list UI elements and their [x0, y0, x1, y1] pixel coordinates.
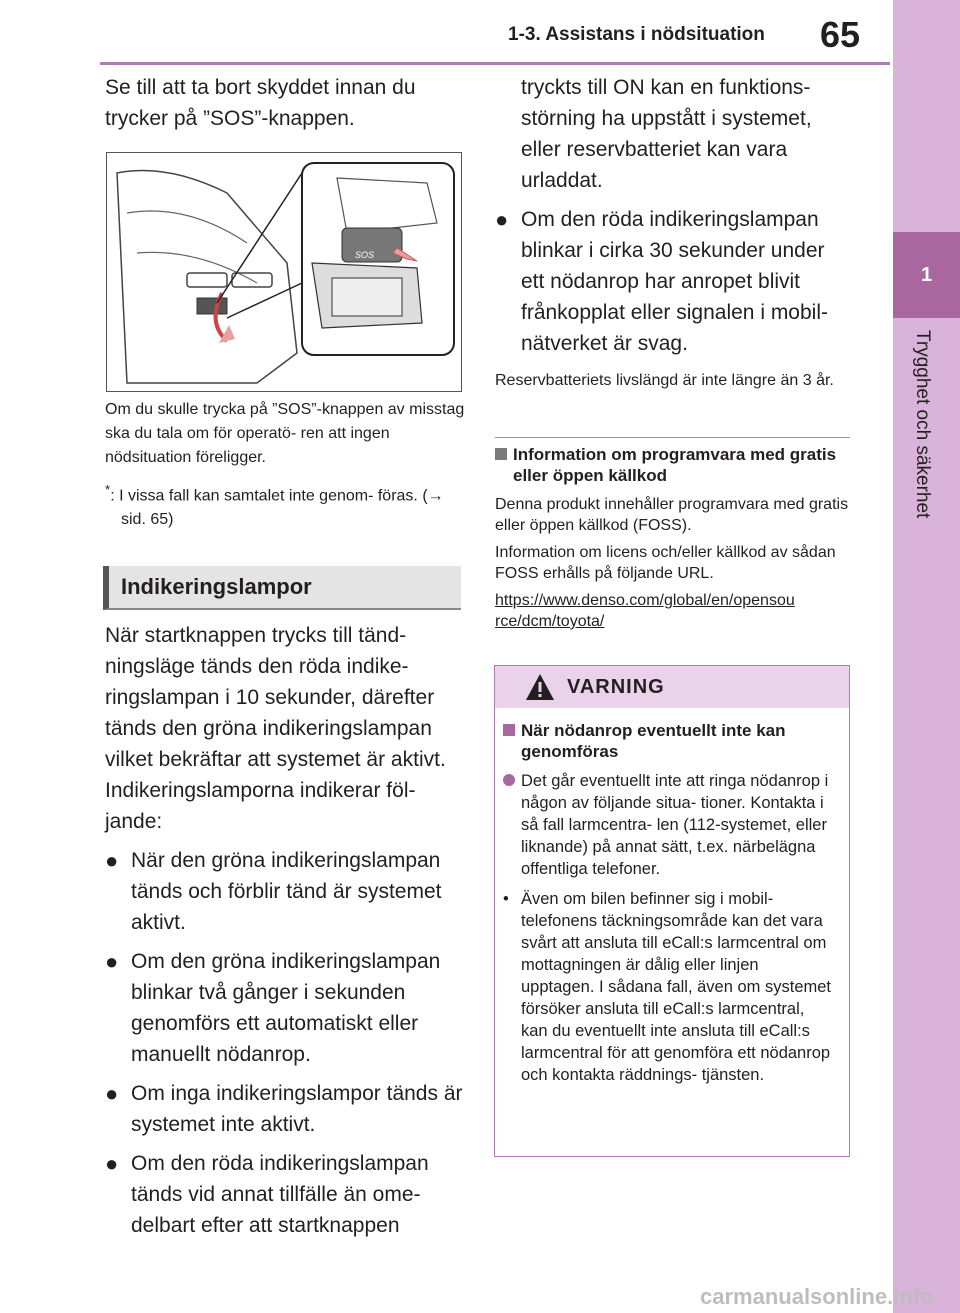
footnote-mark: *: [105, 482, 111, 497]
chapter-title: Trygghet och säkerhet: [912, 330, 933, 519]
foss-url-link[interactable]: https://www.denso.com/global/en/opensource/dcm/toyota/: [495, 592, 795, 630]
illustration-caption: Om du skulle trycka på ”SOS”-knappen av misstag ska du tala om för operatö- ren att ingen nödsituation föreligger.: [105, 401, 465, 466]
bullet-item: ● Om den gröna indikeringslampan blinkar två gånger i sekunden genomförs ett automatiskt eller manuellt nödanrop.: [105, 946, 465, 1070]
bullet-icon: ●: [105, 1151, 119, 1176]
warning-subheading: När nödanrop eventuellt inte kan genomföras: [503, 720, 833, 762]
warning-header: [495, 666, 849, 708]
section-heading: Indikeringslampor: [121, 574, 312, 599]
warning-title: VARNING: [567, 676, 665, 698]
chapter-tab-strip: [893, 0, 960, 1313]
bullet-item: ● När den gröna indikeringslampan tänds och förblir tänd är systemet aktivt.: [105, 845, 465, 938]
bullet-icon: ●: [105, 949, 119, 974]
bullet-item: ● Om den röda indikeringslampan tänds vid annat tillfälle än ome- delbart efter att startknappen: [105, 1148, 465, 1241]
square-bullet-icon: [503, 724, 515, 736]
header-rule: [100, 62, 890, 65]
overhead-console-drawing: [107, 153, 461, 391]
bullet-item: ● Om den röda indikeringslampan blinkar i cirka 30 sekunder under ett nödanrop har anropet blivit frånkopplat eller signalen i mobil- nätverket är svag.: [495, 204, 850, 359]
footnote-text: : I vissa fall kan samtalet inte genom- föras. (→ sid. 65): [110, 487, 444, 529]
bullet-icon: ●: [495, 207, 509, 232]
section-title: 1-3. Assistans i nödsituation: [508, 24, 765, 45]
info-paragraph-2: Information om licens och/eller källkod av sådan FOSS erhålls på följande URL.: [495, 544, 836, 582]
warning-triangle-icon: [525, 673, 555, 701]
warning-box: [494, 665, 850, 1157]
sos-button-illustration: [106, 152, 462, 392]
warning-subpoint: • Även om bilen befinner sig i mobil- telefonens täckningsområde kan det vara svårt att ansluta till eCall:s larmcentral om mottagningen är dålig eller linjen upptagen. I sådana fall, även om systemet försöker ansluta till eCall:s larmcentral, kan du eventuellt inte ansluta till eCall:s larmcentral för att genomföra ett nödanrop och kontakta räddnings- tjänsten.: [503, 890, 832, 1084]
section-divider: [495, 437, 850, 438]
footnote: [105, 478, 465, 532]
bullet-item: ● Om inga indikeringslampor tänds är systemet inte aktivt.: [105, 1078, 465, 1140]
chapter-number: 1: [893, 232, 960, 318]
bullet-continuation: tryckts till ON kan en funktions- störning ha uppstått i systemet, eller reservbatteriet kan vara urladdat.: [521, 76, 812, 192]
warning-point: Det går eventuellt inte att ringa nödanrop i någon av följande situa- tioner. Kontakta i så fall larmcentra- len (112-systemet, eller liknande) på annat sätt, t.ex. närbelägna offentliga telefoner.: [503, 770, 833, 880]
watermark: carmanualsonline.info: [700, 1284, 934, 1309]
dash-bullet-icon: •: [503, 890, 509, 908]
page-number: 65: [820, 14, 861, 55]
bullet-icon: ●: [105, 848, 119, 873]
info-heading: Information om programvara med gratis eller öppen källkod: [495, 444, 850, 486]
square-bullet-icon: [495, 448, 507, 460]
circle-bullet-icon: [503, 774, 515, 786]
intro-text: Se till att ta bort skyddet innan du trycker på ”SOS”-knappen.: [105, 76, 416, 130]
indicator-body-text: När startknappen trycks till tänd- ningsläge tänds den röda indike- ringslampan i 10 sekunder, därefter tänds den gröna indikeringslampan vilket bekräftar att systemet är aktivt. Indikeringslamporna indikerar föl- jande:: [105, 624, 446, 833]
sos-label: SOS: [355, 250, 375, 260]
info-paragraph-1: Denna produkt innehåller programvara med gratis eller öppen källkod (FOSS).: [495, 496, 849, 534]
battery-note: Reservbatteriets livslängd är inte längre än 3 år.: [495, 372, 834, 389]
bullet-icon: ●: [105, 1081, 119, 1106]
section-heading-box: [103, 566, 461, 610]
